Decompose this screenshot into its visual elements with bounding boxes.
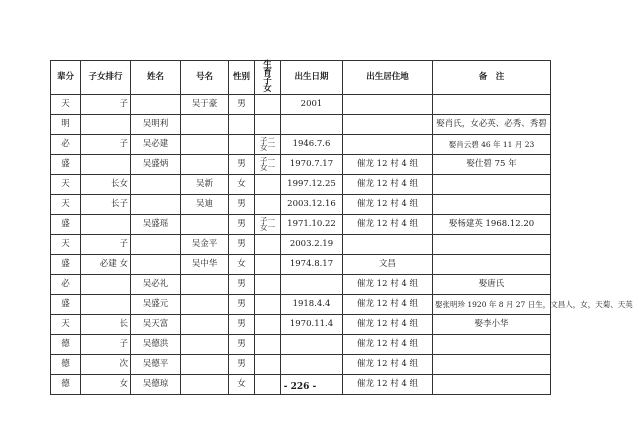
cell-zi-nv-pai-hang — [81, 115, 131, 135]
cell-sheng-yu-zi-nv — [255, 335, 281, 355]
cell-sheng-yu-zi-nv — [255, 155, 281, 175]
header-chu-sheng-ju-zhu-di: 出生居住地 — [343, 61, 433, 95]
cell-sheng-yu-zi-nv — [255, 275, 281, 295]
cell-chu-sheng-ri-qi: 1970.11.4 — [281, 315, 343, 335]
cell-zi-nv-pai-hang: 长子 — [81, 195, 131, 215]
cell-xing-ming: 吴明利 — [131, 115, 181, 135]
cell-xing-bie: 男 — [229, 235, 255, 255]
cell-chu-sheng-ju-zhu-di: 催龙 12 村 4 组 — [343, 335, 433, 355]
cell-chu-sheng-ju-zhu-di — [343, 115, 433, 135]
table-row — [51, 335, 551, 355]
cell-sheng-yu-zi-nv — [255, 95, 281, 115]
table-row — [51, 315, 551, 335]
cell-xing-ming: 吴盛瑶 — [131, 215, 181, 235]
cell-xing-ming — [131, 175, 181, 195]
cell-chu-sheng-ju-zhu-di: 文昌 — [343, 255, 433, 275]
cell-bei-fen: 天 — [51, 95, 81, 115]
cell-zi-nv-pai-hang — [81, 275, 131, 295]
cell-xing-ming: 吴天富 — [131, 315, 181, 335]
table-row — [51, 355, 551, 375]
cell-bei-zhu — [433, 175, 551, 195]
cell-zi-nv-pai-hang: 子 — [81, 135, 131, 155]
cell-chu-sheng-ju-zhu-di: 催龙 12 村 4 组 — [343, 355, 433, 375]
cell-hao-ming — [181, 315, 229, 335]
cell-bei-fen: 盛 — [51, 255, 81, 275]
cell-bei-zhu: 娶肖氏，女必英、必秀、秀碧 — [433, 115, 551, 135]
cell-chu-sheng-ju-zhu-di: 催龙 12 村 4 组 — [343, 315, 433, 335]
cell-xing-bie: 男 — [229, 315, 255, 335]
table-row — [51, 295, 551, 315]
cell-bei-zhu: 娶唐氏 — [433, 275, 551, 295]
cell-xing-ming: 吴盛元 — [131, 295, 181, 315]
cell-hao-ming — [181, 215, 229, 235]
cell-xing-bie: 女 — [229, 255, 255, 275]
cell-xing-ming — [131, 95, 181, 115]
cell-bei-fen: 天 — [51, 175, 81, 195]
cell-chu-sheng-ri-qi: 2003.12.16 — [281, 195, 343, 215]
cell-chu-sheng-ri-qi: 1971.10.22 — [281, 215, 343, 235]
cell-bei-zhu — [433, 355, 551, 375]
cell-sheng-yu-zi-nv — [255, 315, 281, 335]
cell-chu-sheng-ri-qi: 1918.4.4 — [281, 295, 343, 315]
cell-bei-zhu: 娶李小华 — [433, 315, 551, 335]
cell-hao-ming — [181, 115, 229, 135]
cell-bei-zhu — [433, 335, 551, 355]
cell-zi-nv-pai-hang — [81, 215, 131, 235]
cell-bei-zhu: 娶杨建英 1968.12.20 — [433, 215, 551, 235]
cell-chu-sheng-ju-zhu-di: 催龙 12 村 4 组 — [343, 155, 433, 175]
cell-zi-nv-pai-hang: 子 — [81, 235, 131, 255]
cell-xing-ming: 吴德洪 — [131, 335, 181, 355]
cell-xing-bie: 男 — [229, 195, 255, 215]
cell-sheng-yu-zi-nv — [255, 295, 281, 315]
cell-zi-nv-pai-hang: 子 — [81, 95, 131, 115]
cell-chu-sheng-ri-qi — [281, 275, 343, 295]
cell-hao-ming — [181, 135, 229, 155]
cell-bei-fen: 盛 — [51, 155, 81, 175]
cell-sheng-yu-zi-nv — [255, 115, 281, 135]
table-row — [51, 255, 551, 275]
cell-xing-bie: 男 — [229, 335, 255, 355]
cell-chu-sheng-ri-qi — [281, 335, 343, 355]
cell-hao-ming: 吴于豪 — [181, 95, 229, 115]
cell-xing-ming: 吴盛炳 — [131, 155, 181, 175]
kids-stack: 子二 女一 — [260, 136, 275, 153]
cell-xing-ming — [131, 255, 181, 275]
table-row — [51, 155, 551, 175]
cell-zi-nv-pai-hang: 次 — [81, 355, 131, 375]
cell-xing-bie: 女 — [229, 175, 255, 195]
table-row — [51, 95, 551, 115]
cell-xing-ming: 吴德琼 — [131, 375, 181, 395]
cell-chu-sheng-ju-zhu-di — [343, 235, 433, 255]
cell-sheng-yu-zi-nv — [255, 355, 281, 375]
cell-xing-bie — [229, 115, 255, 135]
cell-chu-sheng-ri-qi — [281, 115, 343, 135]
cell-bei-fen: 德 — [51, 375, 81, 395]
cell-bei-fen: 明 — [51, 115, 81, 135]
cell-bei-fen: 盛 — [51, 295, 81, 315]
cell-xing-bie: 男 — [229, 95, 255, 115]
kids-stack: 子一 女一 — [260, 156, 275, 173]
header-xing-bie: 性别 — [229, 61, 255, 95]
table-body — [51, 95, 633, 395]
cell-chu-sheng-ju-zhu-di: 催龙 12 村 4 组 — [343, 215, 433, 235]
cell-xing-bie — [229, 135, 255, 155]
header-sheng-yu-zi-nv — [255, 61, 281, 95]
cell-chu-sheng-ri-qi: 2003.2.19 — [281, 235, 343, 255]
table-row — [51, 175, 551, 195]
cell-chu-sheng-ju-zhu-di: 催龙 12 村 4 组 — [343, 195, 433, 215]
table-row — [51, 275, 551, 295]
table-header-row — [51, 61, 551, 95]
cell-xing-bie: 女 — [229, 375, 255, 395]
cell-hao-ming — [181, 295, 229, 315]
cell-bei-zhu: 娶肖云碧 46 年 11 月 23 — [433, 135, 551, 155]
table-row — [51, 215, 551, 235]
table-row — [51, 115, 551, 135]
cell-bei-zhu: 娶张明珍 1920 年 8 月 27 日生，文昌人，女，天菊、天英 — [433, 295, 551, 315]
cell-hao-ming — [181, 335, 229, 355]
cell-xing-bie: 男 — [229, 295, 255, 315]
cell-zi-nv-pai-hang: 子 — [81, 335, 131, 355]
header-xing-ming: 姓名 — [131, 61, 181, 95]
cell-chu-sheng-ri-qi: 2001 — [281, 95, 343, 115]
cell-hao-ming: 吴金平 — [181, 235, 229, 255]
header-bei-fen: 辈分 — [51, 61, 81, 95]
cell-xing-bie: 男 — [229, 275, 255, 295]
kids-stack: 子一 女一 — [260, 216, 275, 233]
cell-chu-sheng-ri-qi: 1974.8.17 — [281, 255, 343, 275]
cell-sheng-yu-zi-nv — [255, 235, 281, 255]
cell-bei-fen: 德 — [51, 355, 81, 375]
cell-sheng-yu-zi-nv — [255, 175, 281, 195]
cell-bei-zhu: 娶仕碧 75 年 — [433, 155, 551, 175]
cell-xing-bie: 男 — [229, 355, 255, 375]
cell-chu-sheng-ri-qi — [281, 355, 343, 375]
header-hao-ming: 号名 — [181, 61, 229, 95]
table-row — [51, 195, 551, 215]
cell-bei-fen: 天 — [51, 195, 81, 215]
cell-chu-sheng-ri-qi: 1970.7.17 — [281, 155, 343, 175]
cell-bei-fen: 必 — [51, 275, 81, 295]
cell-chu-sheng-ju-zhu-di: 催龙 12 村 4 组 — [343, 175, 433, 195]
page-number: - 226 - — [283, 382, 317, 392]
cell-xing-ming: 吴必礼 — [131, 275, 181, 295]
header-chu-sheng-ri-qi: 出生日期 — [281, 61, 343, 95]
cell-zi-nv-pai-hang: 女 — [81, 375, 131, 395]
cell-zi-nv-pai-hang — [81, 295, 131, 315]
cell-sheng-yu-zi-nv — [255, 255, 281, 275]
cell-chu-sheng-ri-qi: 1946.7.6 — [281, 135, 343, 155]
genealogy-table — [50, 60, 633, 395]
cell-sheng-yu-zi-nv — [255, 215, 281, 235]
cell-bei-zhu — [433, 195, 551, 215]
cell-hao-ming: 吴中华 — [181, 255, 229, 275]
cell-hao-ming — [181, 155, 229, 175]
cell-xing-ming — [131, 235, 181, 255]
cell-xing-ming: 吴德平 — [131, 355, 181, 375]
cell-chu-sheng-ju-zhu-di: 催龙 12 村 4 组 — [343, 375, 433, 395]
cell-sheng-yu-zi-nv — [255, 135, 281, 155]
cell-chu-sheng-ri-qi: 1997.12.25 — [281, 175, 343, 195]
cell-zi-nv-pai-hang — [81, 155, 131, 175]
cell-bei-fen: 德 — [51, 335, 81, 355]
cell-chu-sheng-ju-zhu-di: 催龙 12 村 4 组 — [343, 295, 433, 315]
cell-xing-ming: 吴必建 — [131, 135, 181, 155]
cell-bei-fen: 天 — [51, 315, 81, 335]
cell-bei-fen: 天 — [51, 235, 81, 255]
cell-hao-ming — [181, 275, 229, 295]
cell-chu-sheng-ju-zhu-di — [343, 95, 433, 115]
table-row — [51, 235, 551, 255]
cell-chu-sheng-ju-zhu-di — [343, 135, 433, 155]
cell-bei-zhu — [433, 95, 551, 115]
cell-hao-ming: 吴新 — [181, 175, 229, 195]
cell-zi-nv-pai-hang: 必建 女 — [81, 255, 131, 275]
cell-bei-zhu — [433, 235, 551, 255]
cell-zi-nv-pai-hang: 长 — [81, 315, 131, 335]
header-bei-zhu: 备 注 — [433, 61, 551, 95]
header-zi-nv-pai-hang: 子女排行 — [81, 61, 131, 95]
header-sheng-yu-zi-nv-text: 生育子女 — [263, 60, 272, 95]
cell-chu-sheng-ju-zhu-di: 催龙 12 村 4 组 — [343, 275, 433, 295]
cell-bei-zhu — [433, 255, 551, 275]
cell-hao-ming: 吴迪 — [181, 195, 229, 215]
cell-xing-ming — [131, 195, 181, 215]
cell-xing-bie: 男 — [229, 155, 255, 175]
cell-xing-bie: 男 — [229, 215, 255, 235]
cell-zi-nv-pai-hang: 长女 — [81, 175, 131, 195]
cell-sheng-yu-zi-nv — [255, 195, 281, 215]
cell-bei-fen: 必 — [51, 135, 81, 155]
cell-bei-fen: 盛 — [51, 215, 81, 235]
cell-hao-ming — [181, 355, 229, 375]
table-row — [51, 135, 551, 155]
